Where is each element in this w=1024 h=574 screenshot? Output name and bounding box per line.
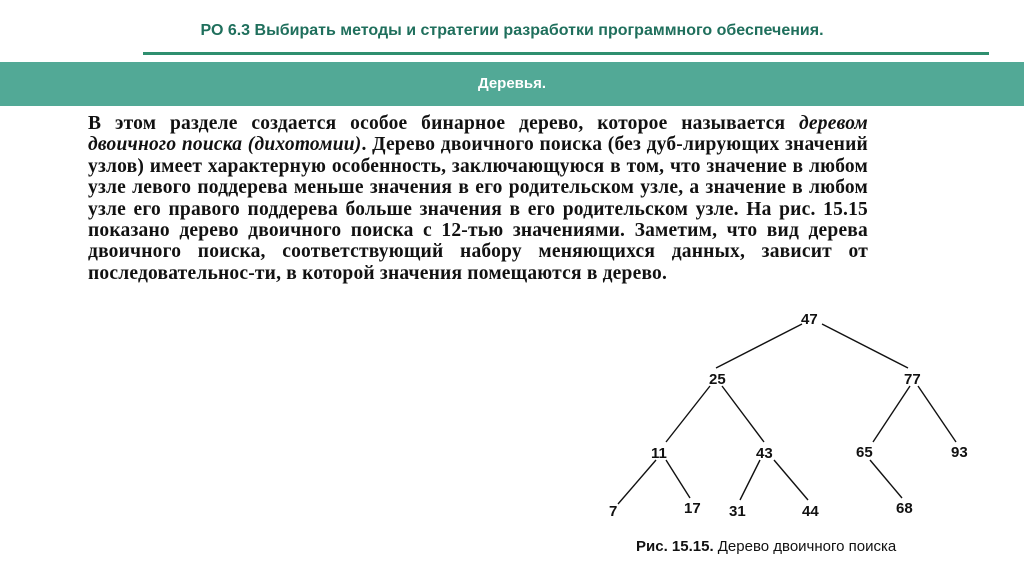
node-25: 25 <box>709 371 726 388</box>
edge-43-31 <box>740 460 760 500</box>
node-65: 65 <box>856 444 873 461</box>
edge-43-44 <box>774 460 808 500</box>
edge-11-17 <box>666 460 690 498</box>
edge-65-68 <box>870 460 902 498</box>
node-68: 68 <box>896 500 913 517</box>
edge-25-43 <box>722 386 764 442</box>
node-17: 17 <box>684 500 701 517</box>
edge-25-11 <box>666 386 710 442</box>
edge-11-7 <box>618 460 656 504</box>
node-44: 44 <box>802 503 819 520</box>
node-7: 7 <box>609 503 618 520</box>
paragraph-text-start: В этом разделе создается особое бинарное дерево, которое называется <box>88 113 800 134</box>
caption-text: Дерево двоичного поиска <box>713 538 897 555</box>
edge-47-77 <box>822 324 908 368</box>
title-divider <box>143 52 989 55</box>
edge-47-25 <box>716 324 802 368</box>
node-77: 77 <box>904 371 921 388</box>
slide-title: РО 6.3 Выбирать методы и стратегии разработки программного обеспечения. <box>200 22 824 39</box>
edge-77-65 <box>873 386 910 442</box>
caption-number: Рис. 15.15. <box>636 538 714 555</box>
edge-77-93 <box>918 386 956 442</box>
tree-diagram <box>590 300 1010 540</box>
figure-caption <box>636 538 896 555</box>
binary-search-tree-figure <box>590 300 1010 570</box>
node-93: 93 <box>951 444 968 461</box>
node-31: 31 <box>729 503 746 520</box>
section-header-bar <box>0 62 1024 106</box>
body-paragraph <box>88 113 868 284</box>
node-47: 47 <box>801 311 818 328</box>
paragraph-italic-term: деревом двоичного поиска (дихотомии) <box>88 113 868 156</box>
node-43: 43 <box>756 445 773 462</box>
node-11: 11 <box>651 445 667 462</box>
section-title: Деревья. <box>477 75 547 92</box>
paragraph-text-rest: . Дерево двоичного поиска (без дуб-лирующих значений узлов) имеет характерную особенность, заключающуюся в том, что значение в любом узле левого поддерева меньше значения в его родительском узле, а значение в любом узле его правого поддерева больше значения в его родительском узле. На рис. 15.15 показано дерево двоичного поиска с 12-тью значениями. Заметим, что вид дерева двоичного поиска, соответствующий набору меняющихся данных, зависит от последовательнос-ти, в которой значения помещаются в дерево. <box>88 134 868 284</box>
